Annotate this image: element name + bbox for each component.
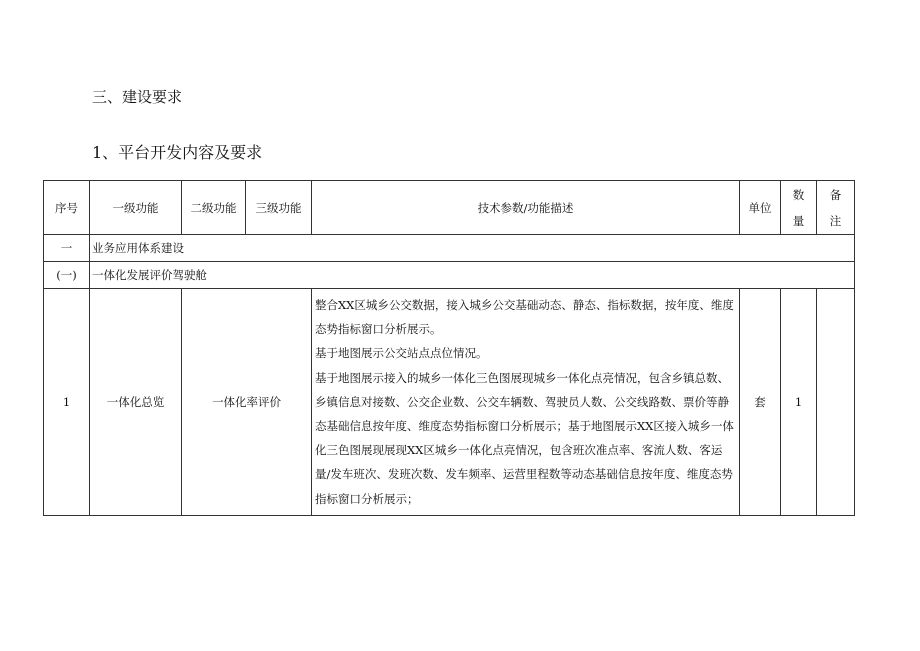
header-level3: 三级功能 bbox=[246, 181, 312, 235]
requirements-table bbox=[43, 180, 855, 516]
section-heading: 三、建设要求 bbox=[92, 88, 183, 106]
header-desc: 技术参数/功能描述 bbox=[312, 181, 740, 235]
header-note-line1: 备 bbox=[829, 187, 842, 202]
subsection-title: 一体化发展评价驾驶舱 bbox=[90, 262, 855, 289]
header-unit: 单位 bbox=[740, 181, 781, 235]
row-level1: 一体化总览 bbox=[90, 289, 182, 516]
row-description bbox=[312, 289, 740, 516]
row-unit: 套 bbox=[740, 289, 781, 516]
subsection-seq: (一) bbox=[44, 262, 90, 289]
subsection-row bbox=[44, 262, 855, 289]
header-note-line2: 注 bbox=[829, 213, 842, 228]
desc-paragraph-1: 整合XX区城乡公交数据，接入城乡公交基础动态、静态、指标数据，按年度、维度态势指标窗口分析展示。 bbox=[315, 298, 734, 337]
header-seq: 序号 bbox=[44, 181, 90, 235]
desc-paragraph-2: 基于地图展示公交站点点位情况。 bbox=[315, 346, 488, 361]
table-header-row bbox=[44, 181, 855, 235]
desc-paragraph-3: 基于地图展示接入的城乡一体化三色图展现城乡一体化点亮情况，包含乡镇总数、乡镇信息对接数、公交企业数、公交车辆数、驾驶员人数、公交线路数、票价等静态基础信息按年度、维度态势指标窗口分析展示；基于地图展示XX区接入城乡一体化三色图展现展现XX区城乡一体化点亮情况，包含班次准点率、客流人数、客运量/发车班次、发班次数、发车频率、运营里程数等动态基础信息按年度、维度态势指标窗口分析展示； bbox=[315, 370, 734, 506]
row-seq: 1 bbox=[44, 289, 90, 516]
row-note bbox=[817, 289, 855, 516]
header-level2: 二级功能 bbox=[182, 181, 246, 235]
subsection-heading: 1、平台开发内容及要求 bbox=[92, 143, 263, 162]
header-qty-line1: 数 bbox=[792, 187, 805, 202]
row-qty: 1 bbox=[781, 289, 817, 516]
section-seq: 一 bbox=[44, 235, 90, 262]
header-level1: 一级功能 bbox=[90, 181, 182, 235]
header-qty bbox=[781, 181, 817, 235]
header-qty-line2: 量 bbox=[792, 213, 805, 228]
section-title: 业务应用体系建设 bbox=[90, 235, 855, 262]
table-row bbox=[44, 289, 855, 516]
header-note bbox=[817, 181, 855, 235]
section-row bbox=[44, 235, 855, 262]
row-level2: 一体化率评价 bbox=[182, 289, 312, 516]
